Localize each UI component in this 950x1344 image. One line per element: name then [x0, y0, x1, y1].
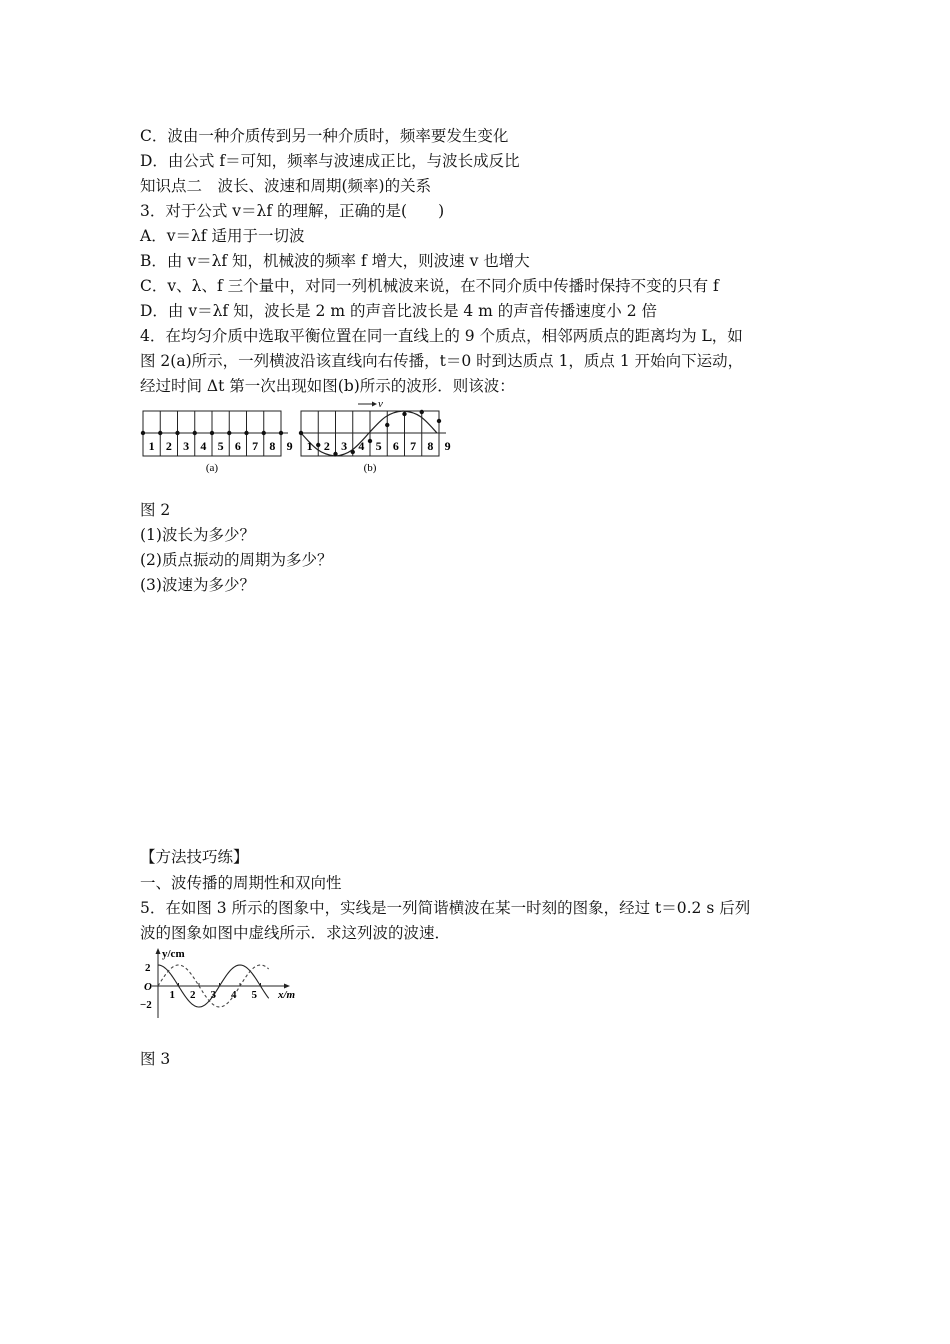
particle-point	[227, 431, 231, 435]
particle-label: 1	[148, 439, 155, 453]
figure-2-caption: 图 2	[140, 501, 171, 519]
question-4-line-1: 4．在均匀介质中选取平衡位置在同一直线上的 9 个质点，相邻两质点的距离均为 L，如	[140, 327, 743, 345]
section-method: 【方法技巧练】	[140, 848, 249, 866]
figure-2b	[299, 398, 451, 474]
figure-2b-label: (b)	[363, 462, 377, 474]
particle-label: 2	[165, 439, 172, 453]
particle-label: 2	[323, 439, 330, 453]
particle-point	[333, 452, 337, 456]
x-tick-label: 2	[190, 989, 196, 1001]
arrow-head-icon	[372, 402, 377, 407]
x-axis-arrow-icon	[284, 984, 290, 989]
x-tick-label: 3	[210, 989, 216, 1001]
y-tick-label: 2	[145, 962, 151, 974]
figure-3	[140, 946, 300, 1022]
x-tick-label: 4	[231, 989, 237, 1001]
subquestion-1: (1)波长为多少？	[140, 526, 255, 544]
velocity-label: v	[378, 398, 383, 410]
section-heading-2: 知识点二 波长、波速和周期(频率)的关系	[140, 177, 432, 195]
option-c-q2: C．波由一种介质传到另一种介质时，频率要发生变化	[140, 127, 509, 145]
particle-label: 6	[392, 439, 399, 453]
particle-point	[385, 423, 389, 427]
question-3: 3．对于公式 v＝λf 的理解，正确的是( )	[140, 202, 445, 220]
particle-label: 8	[269, 439, 276, 453]
particle-point	[193, 431, 197, 435]
particle-label: 8	[427, 439, 434, 453]
x-tick-label: 5	[251, 989, 257, 1001]
particle-label: 3	[341, 439, 348, 453]
particle-point	[402, 412, 406, 416]
y-axis-arrow-icon	[156, 948, 161, 954]
option-d-q2: D．由公式 f＝可知，频率与波速成正比，与波长成反比	[140, 152, 520, 170]
question-5-line-1: 5．在如图 3 所示的图象中，实线是一列简谐横波在某一时刻的图象，经过 t＝0.2 s 后列	[140, 899, 751, 917]
particle-point	[351, 450, 355, 454]
option-a-q3: A．v＝λf 适用于一切波	[140, 227, 305, 245]
option-c-q3: C．v、λ、f 三个量中，对同一列机械波来说，在不同介质中传播时保持不变的只有 f	[140, 277, 719, 295]
particle-label: 4	[358, 439, 365, 453]
option-b-q3: B．由 v＝λf 知，机械波的频率 f 增大，则波速 v 也增大	[140, 252, 530, 270]
y-axis-label: y/cm	[162, 948, 185, 960]
particle-point	[175, 431, 179, 435]
particle-label: 1	[306, 439, 313, 453]
particle-point	[262, 431, 266, 435]
particle-label: 5	[217, 439, 224, 453]
particle-point	[210, 431, 214, 435]
question-5-line-2: 波的图象如图中虚线所示．求这列波的波速．	[140, 924, 451, 942]
particle-label: 5	[375, 439, 382, 453]
x-axis-label: x/m	[278, 989, 296, 1001]
option-d-q3: D．由 v＝λf 知，波长是 2 m 的声音比波长是 4 m 的声音传播速度小 2 倍	[140, 302, 657, 320]
particle-label: 9	[444, 439, 451, 453]
particle-point	[158, 431, 162, 435]
y-tick-label: −2	[140, 999, 152, 1011]
particle-point	[316, 443, 320, 447]
particle-label: 6	[234, 439, 241, 453]
particle-label: 9	[286, 439, 293, 453]
particle-point	[299, 431, 303, 435]
particle-point	[279, 431, 283, 435]
particle-label: 3	[183, 439, 190, 453]
particle-point	[437, 419, 441, 423]
section-heading-periodicity: 一、波传播的周期性和双向性	[140, 874, 342, 892]
particle-label: 7	[252, 439, 259, 453]
subquestion-3: (3)波速为多少？	[140, 576, 255, 594]
particle-label: 7	[410, 439, 417, 453]
figure-3-caption: 图 3	[140, 1050, 171, 1068]
particle-point	[420, 410, 424, 414]
origin-label: O	[144, 981, 152, 993]
question-4-line-3: 经过时间 Δt 第一次出现如图(b)所示的波形．则该波：	[140, 377, 515, 395]
figure-2a	[141, 411, 293, 474]
figure-2a-label: (a)	[205, 462, 219, 474]
subquestion-2: (2)质点振动的周期为多少？	[140, 551, 333, 569]
x-tick-label: 1	[169, 989, 175, 1001]
question-4-line-2: 图 2(a)所示，一列横波沿该直线向右传播，t＝0 时到达质点 1，质点 1 开始向下运动，	[140, 352, 744, 370]
particle-point	[368, 439, 372, 443]
particle-point	[244, 431, 248, 435]
particle-point	[141, 431, 145, 435]
figure-2	[140, 400, 450, 480]
particle-label: 4	[200, 439, 207, 453]
